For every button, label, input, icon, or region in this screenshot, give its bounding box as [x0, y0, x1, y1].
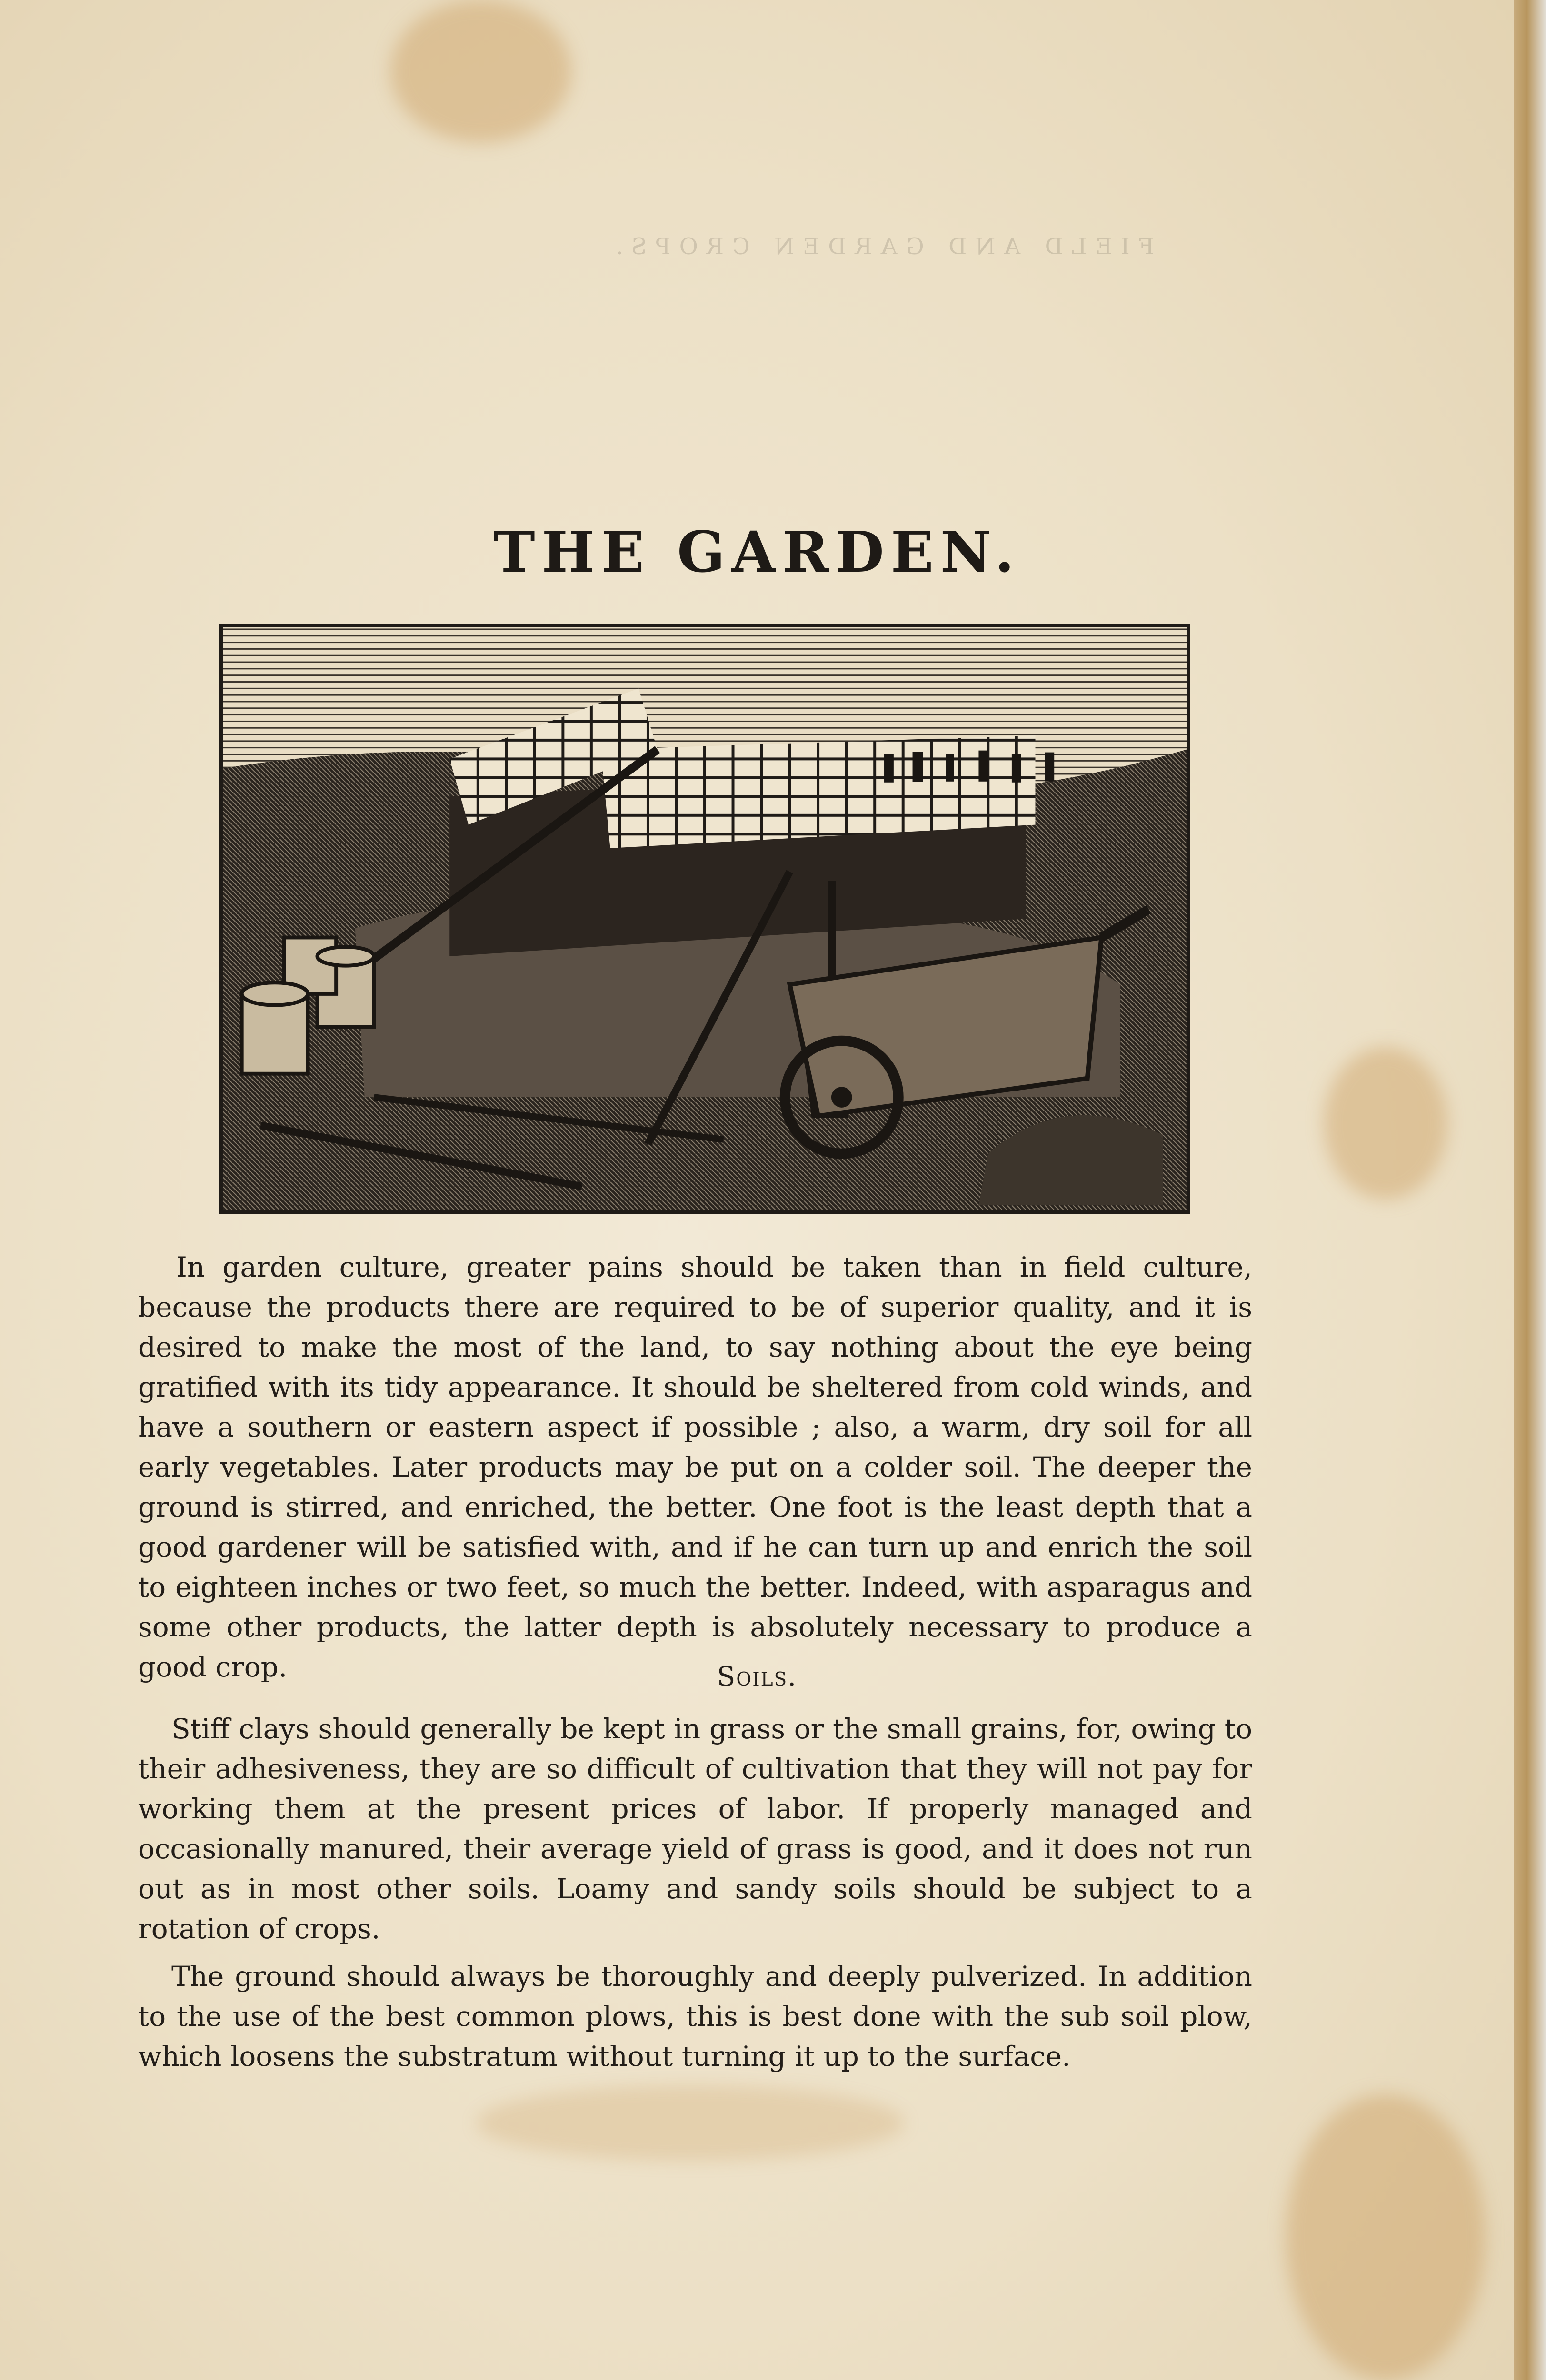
paragraph-stiff-clays: Stiff clays should generally be kept in grass or the small grains, for, owing to their adhesiveness, they are so difficult of cultivation that they will not pay for working them at the present prices of labor. If properly managed and occasionally manured, their average yield of grass is good, and it does not run out as in most other soils. Loamy and sandy soils should be subject to a rotation of crops.: [138, 1713, 1252, 1945]
foxing-stain: [1324, 1047, 1447, 1200]
garden-tools-engraving-icon: [219, 624, 1190, 1214]
paragraph-ground-pulverized: The ground should always be thoroughly and deeply pulverized. In addition to the use of the best common plows, this is best done with the sub soil plow, which loosens the substratum without turning it up to the surface.: [138, 1960, 1252, 2073]
foxing-stain: [476, 2085, 905, 2161]
paragraph-garden-culture: In garden culture, greater pains should be taken than in field culture, because the products there are required to be of superior quality, and it is desired to make the most of the land, to say nothing about the eye being gratified with its tidy appearance. It should be sheltered from cold winds, and have a southern or eastern aspect if possible ; also, a warm, dry soil for all early vegetables. Later products may be put on a colder soil. The deeper the ground is stirred, and enriched, the better. One foot is the least depth that a good gardener will be satisfied with, and if he can turn up and enrich the soil to eighteen inches or two feet, so much the better. Indeed, with asparagus and some other products, the latter depth is absolutely necessary to produce a good crop.: [138, 1251, 1252, 1683]
foxing-stain: [390, 0, 571, 143]
book-page-edge: [1514, 0, 1546, 2380]
page-title: THE GARDEN.: [493, 519, 1021, 585]
running-head-bleed-through: FIELD AND GARDEN CROPS.: [607, 233, 1155, 260]
section-heading-soils: Soils.: [717, 1661, 798, 1692]
foxing-stain: [1286, 2094, 1486, 2380]
